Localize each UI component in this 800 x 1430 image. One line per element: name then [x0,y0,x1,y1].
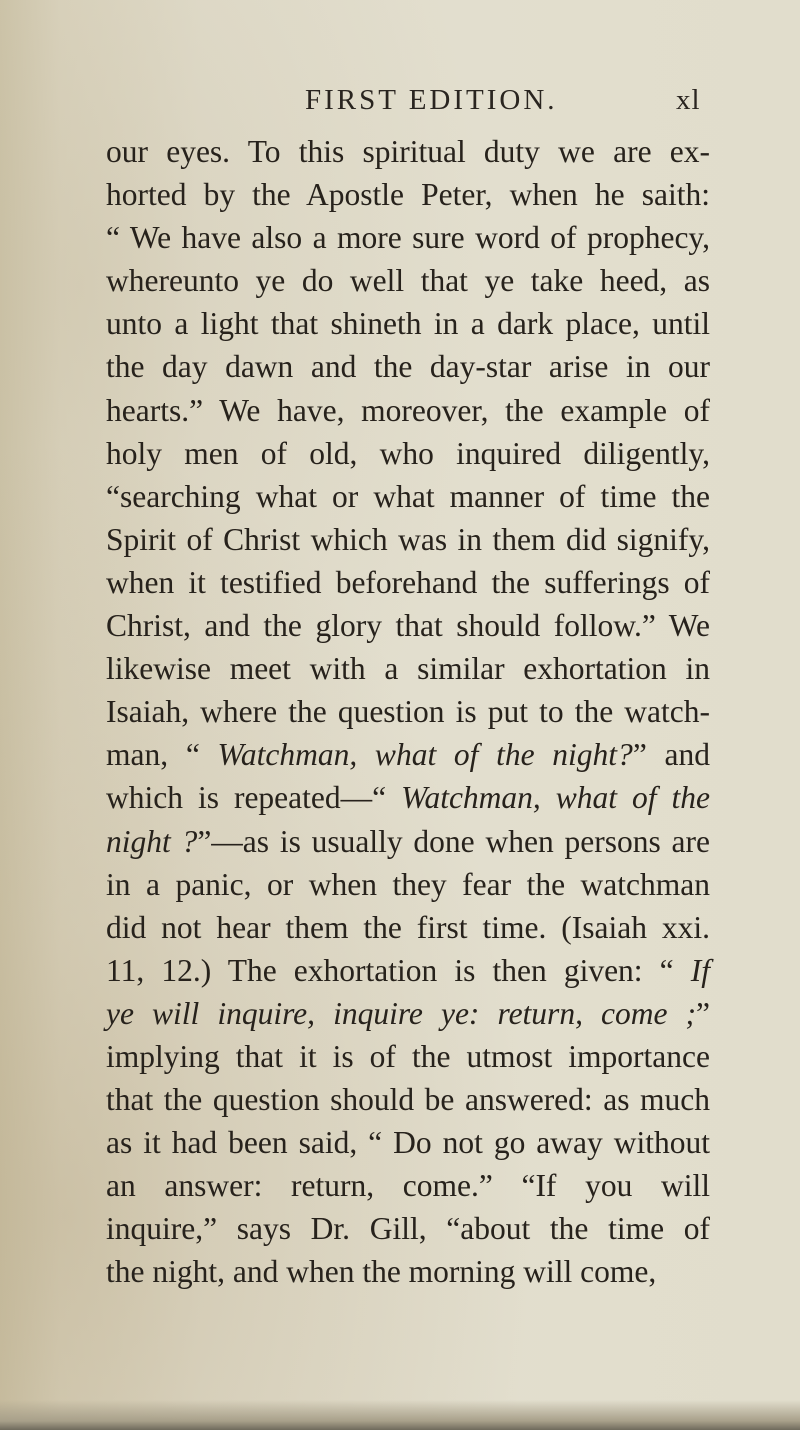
text-line [106,518,710,561]
text-line [106,647,710,690]
text-line [106,389,710,432]
text-run: as it had been said, “ Do not go away without [106,1125,710,1161]
text-line [106,173,710,216]
text-run: in a panic, or when they fear the watchman [106,866,710,902]
text-run: which is repeated—“ [106,780,402,816]
text-run: ” and [632,737,710,773]
text-line [106,1207,710,1250]
text-line [106,259,710,302]
text-run: “ We have also a more sure word of prophecy, [106,220,710,256]
text-run: likewise meet with a similar exhortation in [106,651,710,687]
text-run: ” [696,995,710,1031]
text-line [106,1250,710,1293]
italic-text-run: night ? [106,823,198,859]
text-line [106,604,710,647]
text-run: implying that it is of the utmost importance [106,1038,710,1074]
italic-text-run: Watchman, what of the night? [217,737,633,773]
text-line [106,345,710,388]
text-run: did not hear them the first time. (Isaiah xxi. [106,909,710,945]
text-run: Isaiah, where the question is put to the watch- [106,694,710,730]
text-line [106,733,710,776]
text-line [106,1035,710,1078]
text-line [106,1078,710,1121]
page-bottom-edge [0,1400,800,1430]
text-run: inquire,” says Dr. Gill, “about the time of [106,1211,710,1247]
text-line [106,690,710,733]
text-run: “searching what or what manner of time the [106,478,710,514]
text-run: Spirit of Christ which was in them did signify, [106,521,710,557]
text-run: whereunto ye do well that ye take heed, as [106,263,710,299]
text-line [106,561,710,604]
running-head: FIRST EDITION. [305,84,558,116]
text-run: horted by the Apostle Peter, when he saith: [106,177,710,213]
text-run: that the question should be answered: as much [106,1082,710,1118]
text-run: 11, 12.) The exhortation is then given: “ [106,952,691,988]
text-line [106,432,710,475]
page-header [0,84,800,124]
text-run: the night, and when the morning will come, [106,1254,657,1290]
text-line [106,863,710,906]
text-line [106,776,710,819]
text-line [106,302,710,345]
text-run: ”—as is usually done when persons are [197,823,710,859]
text-line [106,130,710,173]
text-line [106,906,710,949]
text-run: hearts.” We have, moreover, the example of [106,392,710,428]
text-run: holy men of old, who inquired diligently, [106,435,710,471]
text-line [106,475,710,518]
text-run: when it testified beforehand the sufferings of [106,564,710,600]
text-run: an answer: return, come.” “If you will [106,1168,710,1204]
text-line [106,1121,710,1164]
text-line [106,216,710,259]
italic-text-run: ye will inquire, inquire ye: return, come ; [106,995,697,1031]
page-number: xl [676,84,701,116]
text-run: unto a light that shineth in a dark place, until [106,306,710,342]
italic-text-run: If [690,952,710,988]
text-line [106,820,710,863]
italic-text-run: Watchman, what of the [401,780,710,816]
text-run: the day dawn and the day-star arise in our [106,349,710,385]
text-line [106,949,710,992]
text-run: Christ, and the glory that should follow.” We [106,608,710,644]
text-line [106,992,710,1035]
text-run: man, “ [106,737,218,773]
text-run: our eyes. To this spiritual duty we are ex- [106,134,710,169]
body-text [106,130,710,1294]
text-line [106,1164,710,1207]
